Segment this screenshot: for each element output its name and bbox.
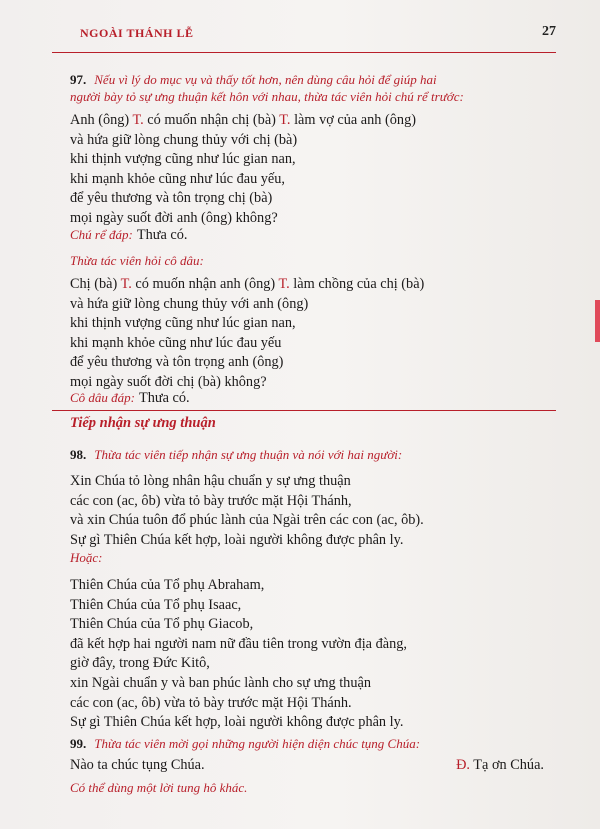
running-title: NGOÀI THÁNH LỄ — [80, 26, 194, 40]
prayer-line: và xin Chúa tuôn đổ phúc lành của Ngài trên các con (ac, ôb). — [70, 512, 424, 529]
section-number: 98. — [70, 447, 87, 462]
section-98-rubric — [70, 446, 544, 463]
question-line: mọi ngày suốt đời chị (bà) không? — [70, 373, 267, 390]
alternative-prayer — [70, 576, 544, 733]
prayer-line: xin Ngài chuẩn y và ban phúc lành cho sự ưng thuận — [70, 674, 371, 691]
question-line: Chị (bà) T. có muốn nhận anh (ông) T. làm chồng của chị (bà) — [70, 276, 425, 292]
response-mark: Đ. — [456, 757, 470, 773]
rubric-text: người bày tỏ sự ưng thuận kết hôn với nhau, thừa tác viên hỏi chú rể trước: — [70, 89, 464, 104]
question-line: và hứa giữ lòng chung thủy với chị (bà) — [70, 131, 298, 148]
or-label: Hoặc: — [70, 550, 103, 565]
prayer-line: Sự gì Thiên Chúa kết hợp, loài người không được phân ly. — [70, 714, 404, 731]
question-line: để yêu thương và tôn trọng chị (bà) — [70, 190, 273, 207]
prayer-line: Thiên Chúa của Tổ phụ Isaac, — [70, 596, 242, 613]
section-97-rubric — [70, 71, 544, 105]
prayer-line: Xin Chúa tỏ lòng nhân hậu chuẩn y sự ưng thuận — [70, 473, 351, 489]
groom-reply — [70, 226, 544, 244]
response-text: Tạ ơn Chúa. — [473, 757, 544, 773]
header-rule — [52, 52, 556, 53]
bride-reply — [70, 389, 544, 407]
section-99-rubric — [70, 735, 544, 752]
bride-rubric: Thừa tác viên hỏi cô dâu: — [70, 253, 204, 268]
page-edge-marker — [595, 300, 600, 342]
question-line: mọi ngày suốt đời anh (ông) không? — [70, 209, 278, 226]
section-number: 97. — [70, 72, 87, 87]
question-line: khi mạnh khỏe cũng như lúc đau yếu — [70, 334, 282, 351]
rubric-text: Thừa tác viên tiếp nhận sự ưng thuận và nói với hai người: — [94, 447, 403, 462]
consent-prayer — [70, 472, 544, 550]
question-line: khi thịnh vượng cũng như lúc gian nan, — [70, 151, 296, 168]
acclamation-response — [456, 756, 544, 776]
prayer-line: Sự gì Thiên Chúa kết hợp, loài người không được phân ly. — [70, 531, 404, 548]
question-line: và hứa giữ lòng chung thủy với anh (ông) — [70, 295, 309, 312]
page-header — [52, 26, 556, 50]
acclamation — [70, 756, 544, 776]
rubric-text: Nếu vì lý do mục vụ và thấy tốt hơn, nên dùng câu hỏi để giúp hai — [94, 72, 437, 87]
prayer-line: Thiên Chúa của Tổ phụ Abraham, — [70, 577, 265, 593]
section-title: Tiếp nhận sự ưng thuận — [70, 415, 216, 431]
groom-question — [70, 111, 544, 229]
acclamation-call: Nào ta chúc tụng Chúa. — [70, 757, 205, 773]
bride-question — [70, 275, 544, 393]
reply-text: Thưa có. — [139, 390, 190, 406]
page-number: 27 — [542, 24, 556, 39]
rubric-text: Thừa tác viên mời gọi những người hiện diện chúc tụng Chúa: — [94, 736, 421, 751]
question-line: để yêu thương và tôn trọng anh (ông) — [70, 354, 284, 371]
prayer-line: Thiên Chúa của Tổ phụ Giacob, — [70, 616, 254, 633]
footer-rubric: Có thể dùng một lời tung hô khác. — [70, 780, 248, 795]
prayer-line: đã kết hợp hai người nam nữ đầu tiên trong vườn địa đàng, — [70, 635, 407, 652]
reply-label: Cô dâu đáp: — [70, 390, 135, 405]
question-line: khi mạnh khỏe cũng như lúc đau yếu, — [70, 170, 286, 187]
question-line: Anh (ông) T. có muốn nhận chị (bà) T. làm vợ của anh (ông) — [70, 112, 416, 128]
question-line: khi thịnh vượng cũng như lúc gian nan, — [70, 315, 296, 332]
section-number: 99. — [70, 736, 87, 751]
prayer-line: giờ đây, trong Đức Kitô, — [70, 655, 210, 672]
prayer-line: các con (ac, ôb) vừa tỏ bày trước mặt Hội Thánh, — [70, 492, 352, 509]
prayer-line: các con (ac, ôb) vừa tỏ bày trước mặt Hội Thánh. — [70, 694, 352, 711]
section-rule — [52, 410, 556, 411]
reply-text: Thưa có. — [136, 227, 188, 243]
reply-label: Chú rể đáp: — [70, 227, 133, 242]
